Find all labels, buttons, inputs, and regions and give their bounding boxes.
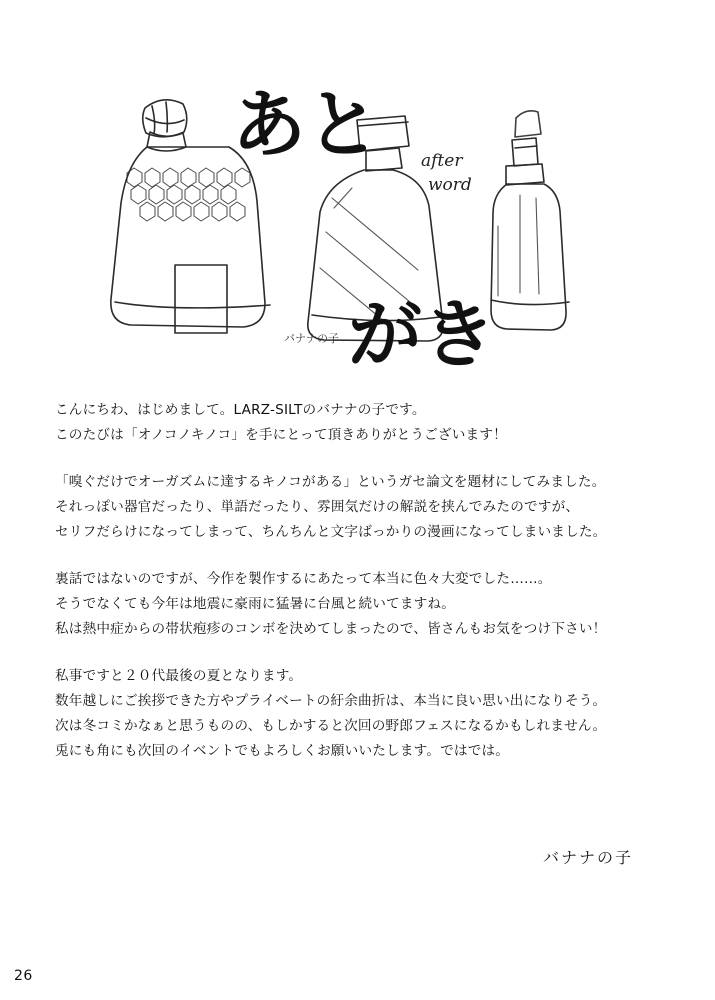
handwritten-caption [284, 332, 339, 345]
text-line: セリフだらけになってしまって、ちんちんと文字ばっかりの漫画になってしまいました。 [55, 524, 607, 540]
paragraph-4 [55, 664, 675, 764]
text-line: 裏話ではないのですが、今作を製作するにあたって本当に色々大変でした……。 [55, 571, 552, 587]
text-line: 数年越しにご挨拶できた方やプライベートの紆余曲折は、本当に良い思い出になりそう。 [55, 693, 607, 709]
text-line: そうでなくても今年は地震に豪雨に猛暑に台風と続いてますね。 [55, 596, 456, 612]
paragraph-3 [55, 567, 675, 642]
text-line: このたびは「オノコノキノコ」を手にとって頂きありがとうございます！ [55, 427, 507, 443]
text-line: 次は冬コミかなぁと思うものの、もしかすると次回の野郎フェスになるかもしれません。 [55, 718, 607, 734]
page-number: 26 [14, 968, 33, 984]
svg-text:がき: がき [348, 292, 496, 370]
text-line: 「嗅ぐだけでオーガズムに達するキノコがある」というガセ論文を題材にしてみました。 [55, 474, 606, 490]
afterword-illustration [0, 30, 715, 370]
author-signature: バナナの子 [542, 848, 633, 867]
text-line: 私事ですと２０代最後の夏となります。 [55, 668, 303, 684]
text-line: それっぽい器官だったり、単語だったり、雰囲気だけの解説を挟んでみたのですが、 [55, 499, 580, 515]
svg-text:あと: あと [232, 82, 380, 168]
text-line: こんにちわ、はじめまして。LARZ-SILTのバナナの子です。 [55, 402, 426, 418]
afterword-body [55, 398, 675, 764]
title-gaki [348, 292, 496, 370]
svg-text:バナナの子: バナナの子 [284, 332, 339, 345]
paragraph-2 [55, 470, 675, 545]
svg-text:word: word [428, 175, 472, 195]
title-ato [232, 82, 380, 168]
svg-text:after: after [421, 151, 463, 171]
text-line: 私は熱中症からの帯状疱疹のコンボを決めてしまったので、皆さんもお気をつけ下さい！ [55, 621, 607, 637]
title-latin [421, 151, 472, 195]
paragraph-1 [55, 398, 675, 448]
perfume-bottles-sketch [0, 30, 715, 370]
text-line: 兎にも角にも次回のイベントでもよろしくお願いいたします。ではでは。 [55, 743, 510, 759]
